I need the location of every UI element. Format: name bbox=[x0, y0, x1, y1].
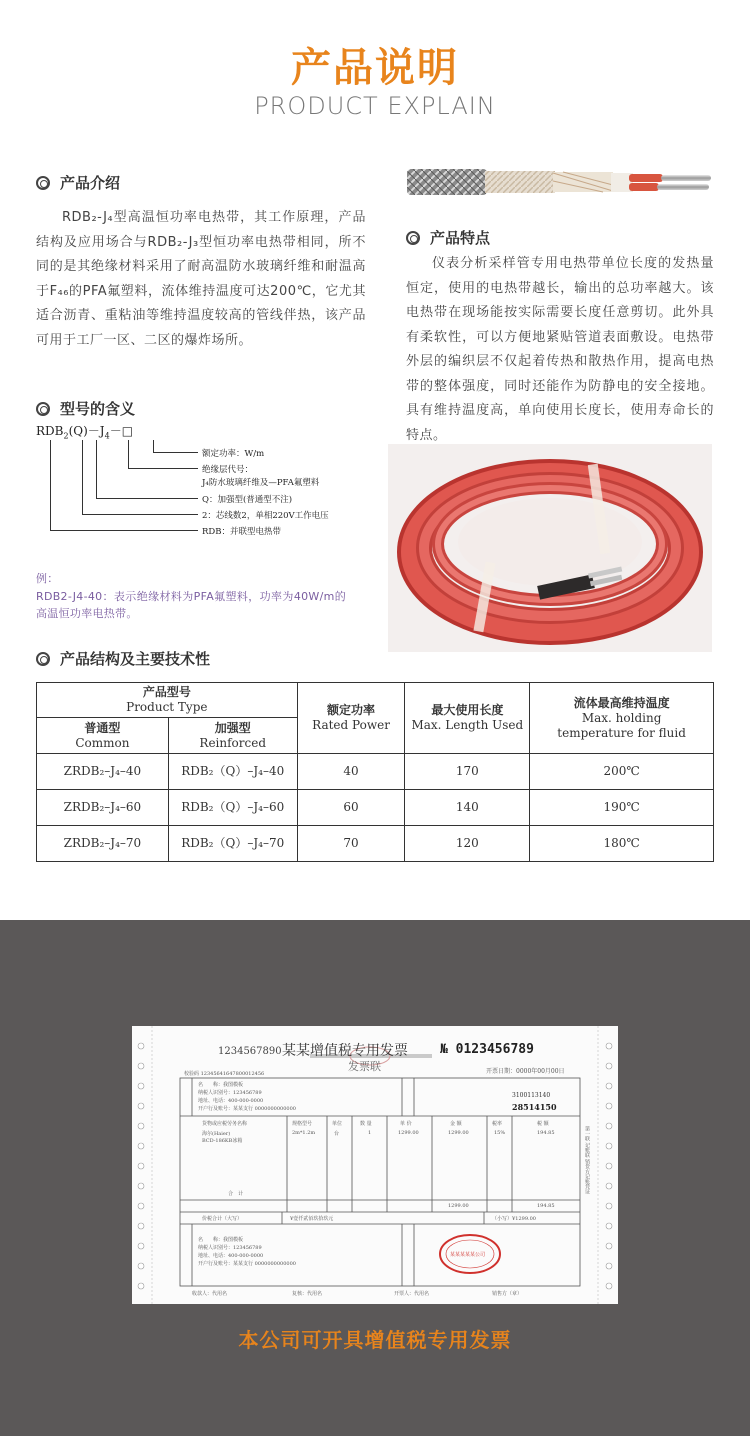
model-code: $RDB_2(Q)-J_4-□$ bbox=[36, 424, 134, 441]
col-qty: 数 量 bbox=[360, 1121, 372, 1127]
features-heading: 产品特点 bbox=[406, 227, 490, 248]
circle-bullet-icon bbox=[406, 231, 420, 245]
intro-heading: 产品介绍 bbox=[36, 172, 120, 193]
item-spec: 2m*1.2m bbox=[292, 1130, 316, 1136]
invoice-subtitle: 发票联 bbox=[348, 1060, 381, 1073]
spec-table bbox=[36, 682, 714, 862]
header-common: 普通型 Common bbox=[37, 718, 169, 754]
invoice-code: 1234567890 bbox=[218, 1046, 282, 1057]
invoice-code-number-2: 3100113140 bbox=[512, 1092, 551, 1099]
cell-reinforced: RDB₂（Q）–J₄–70 bbox=[168, 826, 297, 862]
cell-power: 40 bbox=[297, 754, 405, 790]
header-length: 最大使用长度 Max. Length Used bbox=[405, 683, 530, 754]
buyer-name: 名 称：我图模板 bbox=[198, 1082, 244, 1088]
total-label: 合 计 bbox=[228, 1191, 244, 1197]
cell-temp: 190℃ bbox=[530, 790, 714, 826]
circle-bullet-icon bbox=[36, 176, 50, 190]
cell-power: 60 bbox=[297, 790, 405, 826]
invoice-caption: 本公司可开具增值税专用发票 bbox=[238, 1328, 512, 1352]
seller-address: 地址、电话：400-000-0000 bbox=[198, 1253, 264, 1259]
circle-bullet-icon bbox=[36, 402, 50, 416]
invoice-image bbox=[132, 1026, 618, 1304]
cell-power: 70 bbox=[297, 826, 405, 862]
cell-common: ZRDB₂–J₄–70 bbox=[37, 826, 169, 862]
example-note bbox=[36, 570, 346, 623]
invoice-title: 某某增值税专用发票 bbox=[282, 1043, 408, 1059]
sum-in-figures: （小写）Ұ1299.00 bbox=[492, 1216, 536, 1222]
item-rate: 15% bbox=[494, 1130, 506, 1136]
model-heading: 型号的含义 bbox=[36, 398, 135, 419]
spec-heading: 产品结构及主要技术性 bbox=[36, 648, 210, 669]
seller-name: 名 称：我图模板 bbox=[198, 1237, 244, 1243]
col-spec: 规格型号 bbox=[292, 1121, 313, 1127]
col-price: 单 价 bbox=[400, 1121, 412, 1127]
table-row bbox=[37, 790, 714, 826]
col-tax: 税 额 bbox=[537, 1121, 549, 1127]
example-label: 例： bbox=[36, 572, 59, 585]
label-insulation-desc: J₄防水玻璃纤维及—PFA氟塑料 bbox=[202, 478, 320, 488]
header-temp: 流体最高维持温度 Max. holding temperature for fluid bbox=[530, 683, 714, 754]
label-insulation: 绝缘层代号： bbox=[202, 465, 254, 475]
col-amount: 金 额 bbox=[450, 1121, 462, 1127]
item-qty: 1 bbox=[368, 1130, 372, 1136]
circle-bullet-icon bbox=[36, 652, 50, 666]
invoice-side-text: 第一联 记账联 销货方记账凭证 bbox=[584, 1126, 590, 1195]
page-subtitle: PRODUCT EXPLAIN bbox=[254, 92, 496, 120]
cell-common: ZRDB₂–J₄–40 bbox=[37, 754, 169, 790]
buyer-bank: 开户行及账号：某某支行 0000000000000 bbox=[198, 1106, 296, 1112]
buyer-address: 地址、电话：400-000-0000 bbox=[198, 1098, 264, 1104]
header-model: 产品型号 Product Type bbox=[37, 683, 298, 718]
label-power: 额定功率：W/m bbox=[202, 449, 265, 459]
invoice-verify-code: 校验码 12345641647800012456 bbox=[184, 1071, 265, 1077]
cell-temp: 200℃ bbox=[530, 754, 714, 790]
seller-tax-id: 纳税人识别号：123456789 bbox=[198, 1245, 262, 1251]
col-unit: 单位 bbox=[332, 1121, 343, 1127]
heating-cable-coil-image bbox=[388, 444, 712, 652]
total-tax: 194.85 bbox=[537, 1203, 555, 1209]
col-rate: 税率 bbox=[492, 1121, 503, 1127]
example-text: RDB2-J4-40：表示绝缘材料为PFA氟塑料，功率为40W/m的高温恒功率电热带。 bbox=[36, 589, 346, 620]
page-title: 产品说明 bbox=[291, 45, 459, 91]
item-name: 海尔(Haier) bbox=[202, 1131, 231, 1137]
seller-stamp-label: 销售方（章） bbox=[492, 1291, 523, 1297]
item-price: 1299.00 bbox=[398, 1130, 419, 1136]
cell-length: 120 bbox=[405, 826, 530, 862]
label-rdb: RDB：并联型电热带 bbox=[202, 527, 281, 537]
total-amount: 1299.00 bbox=[448, 1203, 469, 1209]
model-code-diagram bbox=[36, 422, 366, 542]
label-reinforced: Q：加强型(普通型不注) bbox=[202, 495, 293, 505]
table-row bbox=[37, 826, 714, 862]
sum-in-words: Ұ壹仟贰佰玖拾玖元 bbox=[290, 1216, 334, 1222]
intro-text: RDB₂-J₄型高温恒功率电热带，其工作原理，产品结构及应用场合与RDB₂-J₃型恒功率电热带相同，所不同的是其绝缘材料采用了耐高温防水玻璃纤维和耐温高于F₄₆的PFA氟塑料，流体维持温度可达200℃，它尤其适合沥青、重粘油等维持温度较高的管线伴热，该产品可用于工厂一区、二区的爆炸场所。 bbox=[36, 210, 366, 348]
checker: 复核：代用名 bbox=[292, 1291, 323, 1297]
invoice-date: 开票日期：0000年00月00日 bbox=[486, 1068, 565, 1075]
sum-label: 价税合计（大写） bbox=[202, 1216, 243, 1222]
item-model: BCD-186KB冰箱 bbox=[202, 1138, 243, 1144]
cell-length: 140 bbox=[405, 790, 530, 826]
cell-common: ZRDB₂–J₄–60 bbox=[37, 790, 169, 826]
item-amount: 1299.00 bbox=[448, 1130, 469, 1136]
buyer-tax-id: 纳税人识别号：123456789 bbox=[198, 1090, 262, 1096]
col-item: 货物或应税劳务名称 bbox=[202, 1121, 248, 1127]
cable-structure-image bbox=[407, 163, 712, 199]
item-tax: 194.85 bbox=[537, 1130, 555, 1136]
item-unit: 台 bbox=[334, 1131, 340, 1137]
cell-length: 170 bbox=[405, 754, 530, 790]
table-row bbox=[37, 754, 714, 790]
features-text: 仪表分析采样管专用电热带单位长度的发热量恒定，使用的电热带越长，输出的总功率越大。该电热带在现场能按实际需要长度任意剪切。此外具有柔软性，可以方便地紧贴管道表面敷设。电热带外层的编织层不仅起着传热和散热作用，提高电热带的整体强度，同时还能作为防静电的安全接地。具有维持温度高，单向使用长度长，使用寿命长的特点。 bbox=[406, 256, 714, 443]
seller-bank: 开户行及账号：某某支行 0000000000000 bbox=[198, 1261, 296, 1267]
header-power: 额定功率 Rated Power bbox=[297, 683, 405, 754]
cell-temp: 180℃ bbox=[530, 826, 714, 862]
cell-reinforced: RDB₂（Q）–J₄–60 bbox=[168, 790, 297, 826]
cell-reinforced: RDB₂（Q）–J₄–40 bbox=[168, 754, 297, 790]
seller-stamp: 某某某某某公司 bbox=[450, 1252, 486, 1258]
invoice-code-number: 28514150 bbox=[512, 1102, 557, 1112]
label-cores: 2：芯线数2，单相220V工作电压 bbox=[202, 511, 329, 521]
invoice-number: № 0123456789 bbox=[440, 1042, 534, 1057]
issuer: 开票人：代用名 bbox=[394, 1291, 430, 1297]
header-reinforced: 加强型 Reinforced bbox=[168, 718, 297, 754]
receiver: 收款人：代用名 bbox=[192, 1291, 228, 1297]
